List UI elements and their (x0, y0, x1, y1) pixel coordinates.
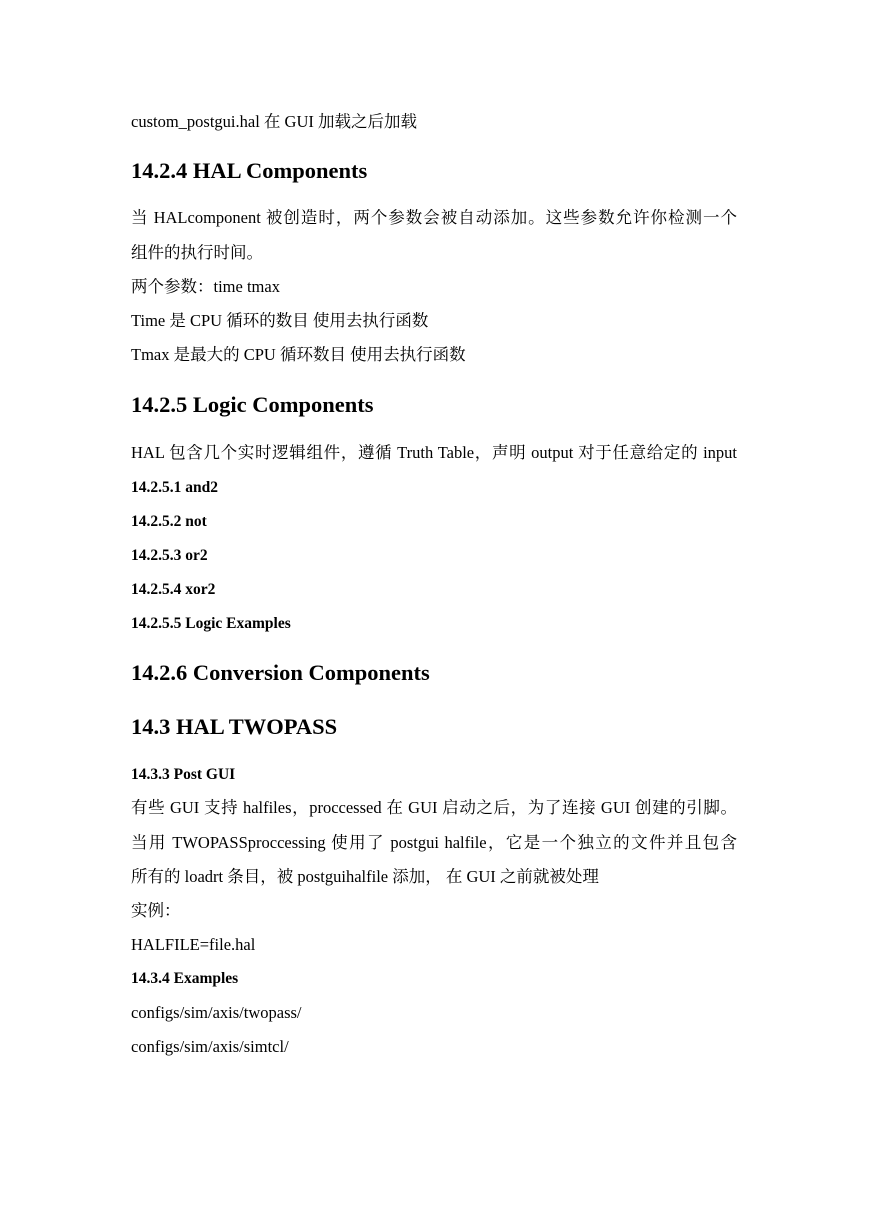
path-line: configs/sim/axis/twopass/ (131, 1003, 302, 1022)
paragraph-line: 组件的执行时间。 (131, 243, 263, 262)
subsection-heading: 14.2.5.2 not (131, 513, 207, 530)
paragraph-line: Time 是 CPU 循环的数目 使用去执行函数 (131, 311, 429, 330)
paragraph-line: 当用 TWOPASSproccessing 使用了 postgui halfile，它是一个独立的文件并且包含 (131, 833, 737, 852)
paragraph-line: 实例： (131, 901, 181, 920)
paragraph-line: 两个参数：time tmax (131, 277, 280, 296)
path-line: configs/sim/axis/simtcl/ (131, 1037, 289, 1056)
section-heading-logic-components: 14.2.5 Logic Components (131, 392, 374, 417)
subsection-heading: 14.3.4 Examples (131, 970, 239, 987)
section-heading-hal-components: 14.2.4 HAL Components (131, 158, 368, 183)
code-line: HALFILE=file.hal (131, 935, 256, 954)
paragraph-line: Tmax 是最大的 CPU 循环数目 使用去执行函数 (131, 345, 466, 364)
paragraph-line: HAL 包含几个实时逻辑组件，遵循 Truth Table，声明 output 对于任意给定的 input (131, 443, 737, 462)
subsection-heading: 14.2.5.3 or2 (131, 547, 208, 564)
section-heading-conversion-components: 14.2.6 Conversion Components (131, 660, 430, 685)
subsection-heading: 14.3.3 Post GUI (131, 766, 236, 783)
subsection-heading: 14.2.5.5 Logic Examples (131, 615, 291, 632)
paragraph-line: 当 HALcomponent 被创造时，两个参数会被自动添加。这些参数允许你检测一个 (131, 208, 737, 227)
subsection-heading: 14.2.5.4 xor2 (131, 581, 216, 598)
section-heading-hal-twopass: 14.3 HAL TWOPASS (131, 714, 338, 739)
paragraph-line: 所有的 loadrt 条目，被 postguihalfile 添加， 在 GUI 之前就被处理 (131, 867, 599, 886)
subsection-heading: 14.2.5.1 and2 (131, 479, 218, 496)
postgui-note: custom_postgui.hal 在 GUI 加载之后加载 (131, 112, 417, 131)
paragraph-line: 有些 GUI 支持 halfiles，proccessed 在 GUI 启动之后，为了连接 GUI 创建的引脚。 (131, 798, 737, 817)
